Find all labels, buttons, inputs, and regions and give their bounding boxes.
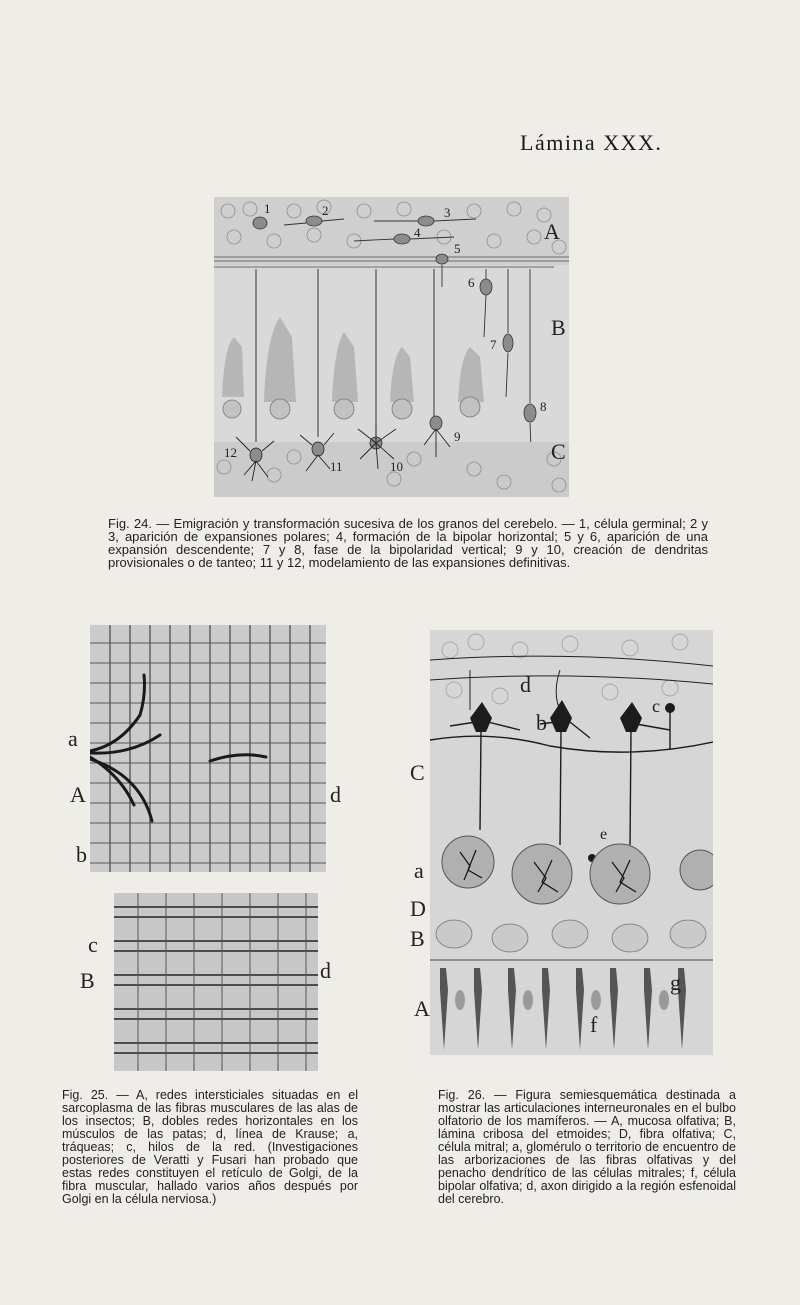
figure-25-label-c: c (88, 932, 98, 957)
figure-24-cell-number-5: 5 (454, 241, 461, 256)
figure-25-label-d-top: d (330, 782, 341, 807)
figure-24-cell-number-4: 4 (414, 225, 421, 240)
figure-24-cell-number-7: 7 (490, 337, 497, 352)
figure-26-caption: Fig. 26. — Figura semiesquemática destinada a mostrar las articulaciones interneuronales en el bulbo olfatorio de los mamíferos. — A, mucosa olfativa; B, lámina cribosa del etmoides; D, fibra olfativa; C, célula mitral; a, glomérulo o territorio de encuentro de las arborizaciones de las fibras olfativas y del penacho dendrítico de las células mitrales; f, célula bipolar olfativa; d, axon dirigido a la región esfenoidal del cerebro. (438, 1088, 736, 1206)
figure-24-cell-number-10: 10 (390, 459, 403, 474)
figure-25-label-d-bottom: d (320, 958, 331, 983)
figure-26-label-e-inner: e (600, 826, 608, 843)
figure-24-cell-number-1: 1 (264, 201, 271, 216)
figure-26-label-b-inner: b (536, 710, 547, 735)
figure-24-cell-number-8: 8 (540, 399, 547, 414)
figure-24-cell-number-3: 3 (444, 205, 451, 220)
figure-25b-illustration (114, 893, 318, 1071)
figure-26-label-c-inner: c (652, 696, 660, 716)
figure-24-label-b: B (551, 315, 566, 340)
figure-24-drawing (214, 197, 569, 497)
figure-24-cell-number-9: 9 (454, 429, 461, 444)
figure-25a-illustration (90, 625, 326, 872)
figure-26-label-d-inner: d (520, 672, 531, 697)
figure-26-illustration (430, 630, 713, 1055)
figure-26-label-g-inner: g (670, 970, 681, 995)
figure-25a-drawing (90, 625, 326, 872)
figure-25-label-a-upper: A (70, 782, 86, 807)
figure-25b-drawing (114, 893, 318, 1071)
figure-26-label-f-inner: f (590, 1012, 598, 1037)
figure-26-label-b: B (410, 926, 425, 951)
figure-26-label-a-upper: A (414, 996, 430, 1021)
figure-25-label-b-upper: B (80, 968, 95, 993)
plate-title: Lámina XXX. (520, 130, 663, 155)
figure-26-label-a: a (414, 858, 424, 883)
figure-24-label-c: C (551, 439, 566, 464)
figure-25-caption: Fig. 25. — A, redes intersticiales situadas en el sarcoplasma de las fibras musculares de las alas de los insectos; B, dobles redes horizontales en los músculos de las patas; d, línea de Krause; a, tráqueas; c, hilos de la red. (Investigaciones posteriores de Veratti y Fusari han probado que estas redes constituyen el retículo de Golgi, de la fibra muscular, hallado varios años después por Golgi en la célula nerviosa.) (62, 1088, 358, 1206)
figure-24-cell-number-2: 2 (322, 203, 329, 218)
figure-24-illustration (214, 197, 569, 497)
figure-24-cell-number-12: 12 (224, 445, 237, 460)
figure-24-caption: Fig. 24. — Emigración y transformación sucesiva de los granos del cerebelo. — 1, célula germinal; 2 y 3, aparición de expansiones polares; 4, formación de la bipolar horizontal; 5 y 6, aparición de una expansión descendente; 7 y 8, fase de la bipolaridad vertical; 9 y 10, creación de dendritas provisionales o de tanteo; 11 y 12, modelamiento de las expansiones definitivas. (108, 516, 708, 570)
figure-26-label-c: C (410, 760, 425, 785)
figure-25-label-b: b (76, 842, 87, 867)
figure-25-label-a-lower: a (68, 726, 78, 751)
figure-26-label-d: D (410, 896, 426, 921)
figure-24-cell-number-6: 6 (468, 275, 475, 290)
figure-24-label-a: A (544, 219, 560, 244)
figure-24-cell-number-11: 11 (330, 459, 343, 474)
